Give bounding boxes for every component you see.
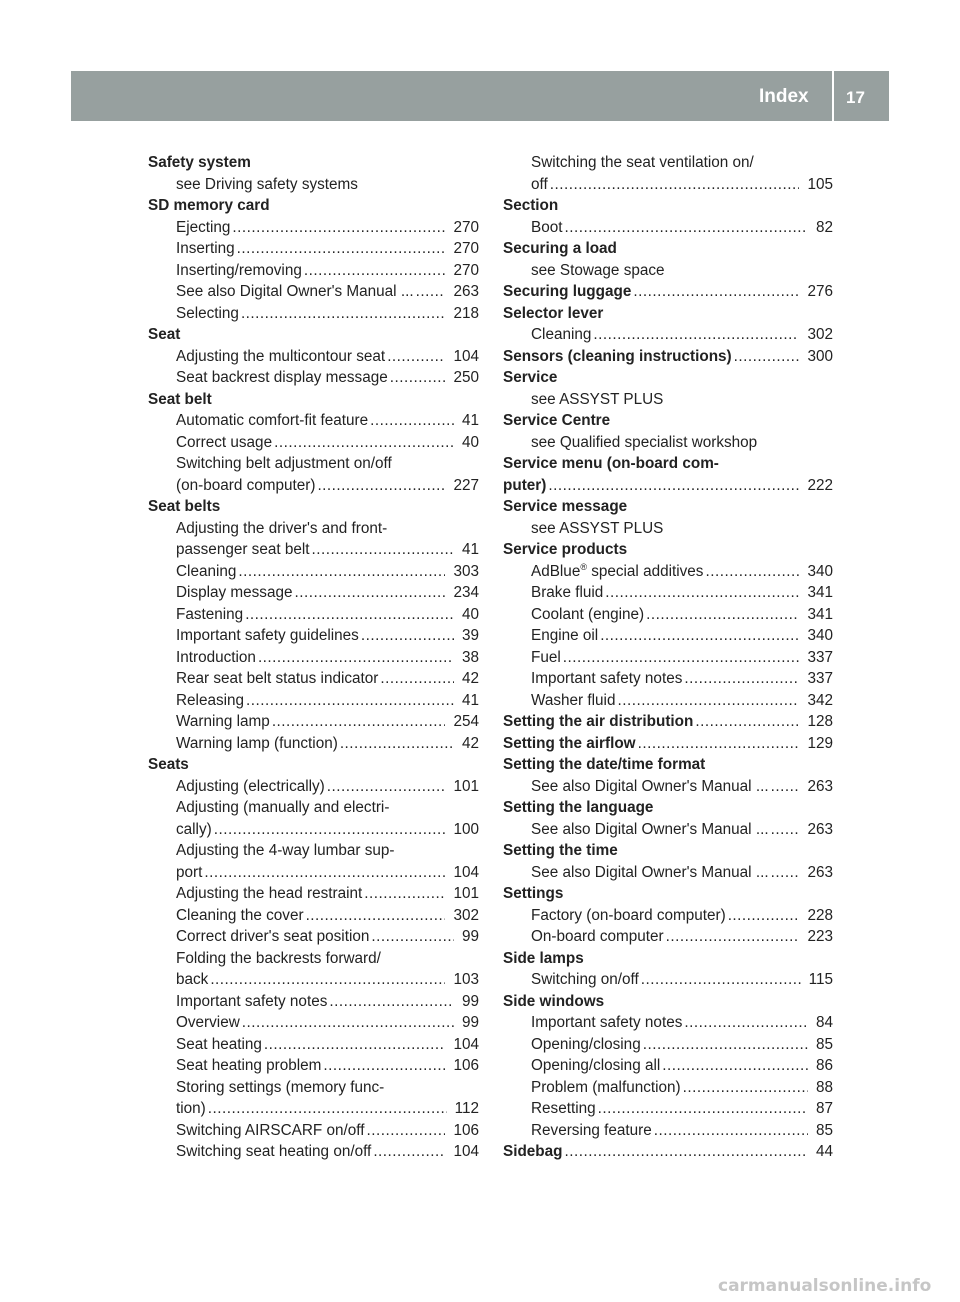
index-entry[interactable]: Inserting/removing ..... 270 xyxy=(148,260,479,282)
index-entry[interactable]: (on-board computer) ..... 227 xyxy=(148,475,479,497)
page-ref: 85 xyxy=(815,1035,833,1053)
page-ref: 104 xyxy=(453,347,479,365)
index-heading: Seat belts xyxy=(148,498,221,515)
index-entry[interactable]: Seat heating ..... 104 xyxy=(148,1034,479,1056)
page-ref: 234 xyxy=(453,584,479,601)
page-ref: 227 xyxy=(453,476,479,494)
page-ref: 101 xyxy=(453,885,479,902)
page-ref: 276 xyxy=(807,283,833,300)
index-entry[interactable]: Inserting ..... 270 xyxy=(148,238,479,260)
index-entry-wrap[interactable]: Folding the backrests forward/ xyxy=(176,949,381,967)
page-ref: 218 xyxy=(453,304,479,322)
index-entry[interactable]: Rear seat belt status indicator ..... 42 xyxy=(148,668,479,690)
page-ref: 101 xyxy=(453,777,479,795)
page-ref: 303 xyxy=(453,562,479,580)
index-heading: Setting the date/time format xyxy=(503,756,706,773)
page-ref: 87 xyxy=(815,1100,833,1117)
page-ref: 254 xyxy=(453,713,479,730)
page-ref: 263 xyxy=(453,283,479,300)
index-entry[interactable]: See also Digital Owner's Manual ... ..... 263 xyxy=(148,281,479,303)
page-ref: 42 xyxy=(461,734,479,752)
registered-mark: ® xyxy=(580,561,587,572)
page-ref: 263 xyxy=(807,777,833,795)
index-entry-wrap[interactable]: Switching the seat ventilation on/ xyxy=(531,154,754,171)
page-ref: 341 xyxy=(807,584,833,601)
index-entry[interactable]: Coolant (engine) ..... 341 xyxy=(503,604,833,626)
index-entry[interactable]: Warning lamp (function) ..... 42 xyxy=(148,733,479,755)
index-heading: Service Centre xyxy=(503,412,611,429)
page-ref: 99 xyxy=(461,992,479,1010)
page-ref: 86 xyxy=(815,1057,833,1074)
index-entry[interactable]: Switching on/off ..... 115 xyxy=(503,969,833,991)
page-ref: 340 xyxy=(807,627,833,644)
index-heading-entry[interactable]: Sidebag ..... 44 xyxy=(503,1141,833,1163)
index-heading-entry[interactable]: Setting the air distribution ..... 128 xyxy=(503,711,833,733)
index-heading-entry[interactable]: puter) ..... 222 xyxy=(503,475,833,497)
page-ref: 104 xyxy=(453,1035,479,1053)
index-entry[interactable]: Cleaning ..... 302 xyxy=(503,324,833,346)
page-ref: 115 xyxy=(808,971,833,988)
index-entry[interactable]: Automatic comfort-fit feature ..... 41 xyxy=(148,410,479,432)
see-reference[interactable]: see Driving safety systems xyxy=(176,175,358,193)
page-ref: 337 xyxy=(807,648,833,666)
index-column-left xyxy=(148,152,479,1163)
page-ref: 302 xyxy=(807,326,833,343)
page-ref: 85 xyxy=(815,1121,833,1139)
index-heading: Service products xyxy=(503,541,628,558)
page-ref: 263 xyxy=(807,820,833,838)
page-ref: 40 xyxy=(461,605,479,623)
index-entry[interactable]: port ..... 104 xyxy=(148,862,479,884)
watermark: carmanualsonline.info xyxy=(718,1276,932,1296)
index-entry[interactable]: See also Digital Owner's Manual ... ..... 263 xyxy=(503,819,833,841)
page-ref: 104 xyxy=(453,863,479,881)
see-reference[interactable]: see ASSYST PLUS xyxy=(531,390,664,408)
page-ref: 112 xyxy=(454,1100,479,1117)
index-heading: Selector lever xyxy=(503,304,604,322)
page-ref: 228 xyxy=(807,906,833,924)
index-heading: Safety system xyxy=(148,154,251,171)
index-heading: Securing a load xyxy=(503,240,617,257)
page-ref: 302 xyxy=(453,906,479,924)
index-heading: Side lamps xyxy=(503,949,584,967)
index-entry[interactable]: See also Digital Owner's Manual ... ..... 263 xyxy=(503,862,833,884)
see-reference[interactable]: see Qualified specialist workshop xyxy=(531,433,758,451)
page-ref: 100 xyxy=(453,820,479,838)
index-heading: Seats xyxy=(148,756,189,773)
page-ref: 128 xyxy=(807,713,833,730)
page-ref: 99 xyxy=(461,1014,479,1031)
page-ref: 88 xyxy=(815,1078,833,1096)
index-entry[interactable]: See also Digital Owner's Manual ... ..... 263 xyxy=(503,776,833,798)
index-entry[interactable]: Fastening ..... 40 xyxy=(148,604,479,626)
page-ref: 99 xyxy=(461,928,479,945)
index-entry[interactable]: Ejecting ..... 270 xyxy=(148,217,479,239)
page-ref: 84 xyxy=(815,1014,833,1031)
page-ref: 41 xyxy=(461,691,479,709)
page-ref: 223 xyxy=(807,928,833,945)
index-entry[interactable]: Opening/closing ..... 85 xyxy=(503,1034,833,1056)
index-heading: Side windows xyxy=(503,992,605,1010)
index-entry[interactable]: Correct usage ..... 40 xyxy=(148,432,479,454)
index-heading: Seat belt xyxy=(148,390,212,408)
index-entry-wrap[interactable]: Adjusting the driver's and front- xyxy=(176,519,388,537)
index-heading: Section xyxy=(503,197,559,214)
page-ref: 106 xyxy=(453,1121,479,1139)
page-ref: 270 xyxy=(453,218,479,236)
page-ref: 41 xyxy=(461,541,479,558)
index-entry[interactable]: Selecting ..... 218 xyxy=(148,303,479,325)
page-ref: 103 xyxy=(453,971,479,988)
page-ref: 341 xyxy=(807,605,833,623)
index-entry[interactable]: Important safety notes ..... 337 xyxy=(503,668,833,690)
index-entry[interactable]: off ..... 105 xyxy=(503,174,833,196)
index-heading: Settings xyxy=(503,885,564,902)
page-ref: 40 xyxy=(461,433,479,451)
page-number: 17 xyxy=(846,88,865,107)
page-ref: 250 xyxy=(453,369,479,386)
index-entry[interactable]: Fuel ..... 337 xyxy=(503,647,833,669)
index-entry[interactable]: Overview ..... 99 xyxy=(148,1012,479,1034)
index-heading: Seat xyxy=(148,326,181,343)
index-entry[interactable]: passenger seat belt ..... 41 xyxy=(148,539,479,561)
index-entry[interactable]: Cleaning ..... 303 xyxy=(148,561,479,583)
page-ref: 300 xyxy=(807,347,833,365)
index-entry[interactable]: Introduction ..... 38 xyxy=(148,647,479,669)
index-entry[interactable]: On-board computer ..... 223 xyxy=(503,926,833,948)
header-divider xyxy=(832,71,834,121)
index-entry[interactable]: Switching AIRSCARF on/off ..... 106 xyxy=(148,1120,479,1142)
index-entry-wrap[interactable]: Adjusting (manually and electri- xyxy=(176,799,390,816)
page-ref: 270 xyxy=(453,240,479,257)
index-entry[interactable]: Brake fluid ..... 341 xyxy=(503,582,833,604)
see-reference[interactable]: see Stowage space xyxy=(531,261,665,279)
index-entry[interactable]: Releasing ..... 41 xyxy=(148,690,479,712)
page-ref: 263 xyxy=(807,863,833,881)
page-ref: 340 xyxy=(807,562,833,580)
page-ref: 270 xyxy=(453,261,479,279)
index-entry[interactable]: Correct driver's seat position ..... 99 xyxy=(148,926,479,948)
page-ref: 105 xyxy=(807,175,833,193)
page-ref: 337 xyxy=(807,670,833,687)
index-heading: Setting the time xyxy=(503,842,618,859)
index-entry[interactable]: Resetting ..... 87 xyxy=(503,1098,833,1120)
page-ref: 129 xyxy=(807,734,833,752)
index-heading: Service menu (on-board com- xyxy=(503,455,719,472)
index-entry[interactable]: back ..... 103 xyxy=(148,969,479,991)
index-entry[interactable]: Seat backrest display message ..... 250 xyxy=(148,367,479,389)
index-entry-wrap[interactable]: Adjusting the 4-way lumbar sup- xyxy=(176,842,395,859)
index-entry[interactable]: Washer fluid ..... 342 xyxy=(503,690,833,712)
index-entry[interactable]: Important safety guidelines ..... 39 xyxy=(148,625,479,647)
page-ref: 106 xyxy=(453,1057,479,1074)
index-entry[interactable]: Boot ..... 82 xyxy=(503,217,833,239)
page-ref: 39 xyxy=(461,627,479,644)
page-ref: 42 xyxy=(461,670,479,687)
index-entry[interactable]: Important safety notes ..... 84 xyxy=(503,1012,833,1034)
page-ref: 104 xyxy=(453,1143,479,1160)
index-heading-entry[interactable]: Sensors (cleaning instructions) ..... 300 xyxy=(503,346,833,368)
index-entry[interactable]: Factory (on-board computer) ..... 228 xyxy=(503,905,833,927)
page-ref: 222 xyxy=(807,476,833,494)
index-entry[interactable]: Seat heating problem ..... 106 xyxy=(148,1055,479,1077)
index-entry[interactable]: Problem (malfunction) ..... 88 xyxy=(503,1077,833,1099)
index-entry[interactable]: cally) ..... 100 xyxy=(148,819,479,841)
index-entry[interactable]: Warning lamp ..... 254 xyxy=(148,711,479,733)
index-entry[interactable]: Engine oil ..... 340 xyxy=(503,625,833,647)
index-entry[interactable]: Opening/closing all ..... 86 xyxy=(503,1055,833,1077)
index-entry[interactable]: Important safety notes ..... 99 xyxy=(148,991,479,1013)
index-entry-wrap[interactable]: Storing settings (memory func- xyxy=(176,1078,385,1096)
see-reference[interactable]: see ASSYST PLUS xyxy=(531,519,664,537)
index-entry[interactable]: Adjusting the multicontour seat ..... 104 xyxy=(148,346,479,368)
index-heading: SD memory card xyxy=(148,197,270,214)
index-entry[interactable]: Adjusting (electrically) ..... 101 xyxy=(148,776,479,798)
index-entry[interactable]: Adjusting the head restraint ..... 101 xyxy=(148,883,479,905)
index-entry[interactable]: Switching seat heating on/off ..... 104 xyxy=(148,1141,479,1163)
index-entry[interactable]: tion) ..... 112 xyxy=(148,1098,479,1120)
page-ref: 44 xyxy=(815,1143,833,1160)
page-ref: 38 xyxy=(461,648,479,666)
index-column-right xyxy=(503,152,833,1163)
index-heading-entry[interactable]: Securing luggage ..... 276 xyxy=(503,281,833,303)
index-heading: Service xyxy=(503,369,558,386)
index-heading: Service message xyxy=(503,498,628,515)
page-ref: 82 xyxy=(815,218,833,236)
index-entry-wrap[interactable]: Switching belt adjustment on/off xyxy=(176,455,392,472)
index-entry[interactable]: Reversing feature ..... 85 xyxy=(503,1120,833,1142)
index-heading: Setting the language xyxy=(503,799,654,816)
index-heading-entry[interactable]: Setting the airflow ..... 129 xyxy=(503,733,833,755)
index-entry[interactable]: AdBlue® special additives ..... 340 xyxy=(503,561,833,583)
page-ref: 342 xyxy=(807,691,833,709)
index-entry[interactable]: Cleaning the cover ..... 302 xyxy=(148,905,479,927)
page-title: Index xyxy=(759,86,809,107)
page-ref: 41 xyxy=(461,412,479,429)
index-entry[interactable]: Display message ..... 234 xyxy=(148,582,479,604)
